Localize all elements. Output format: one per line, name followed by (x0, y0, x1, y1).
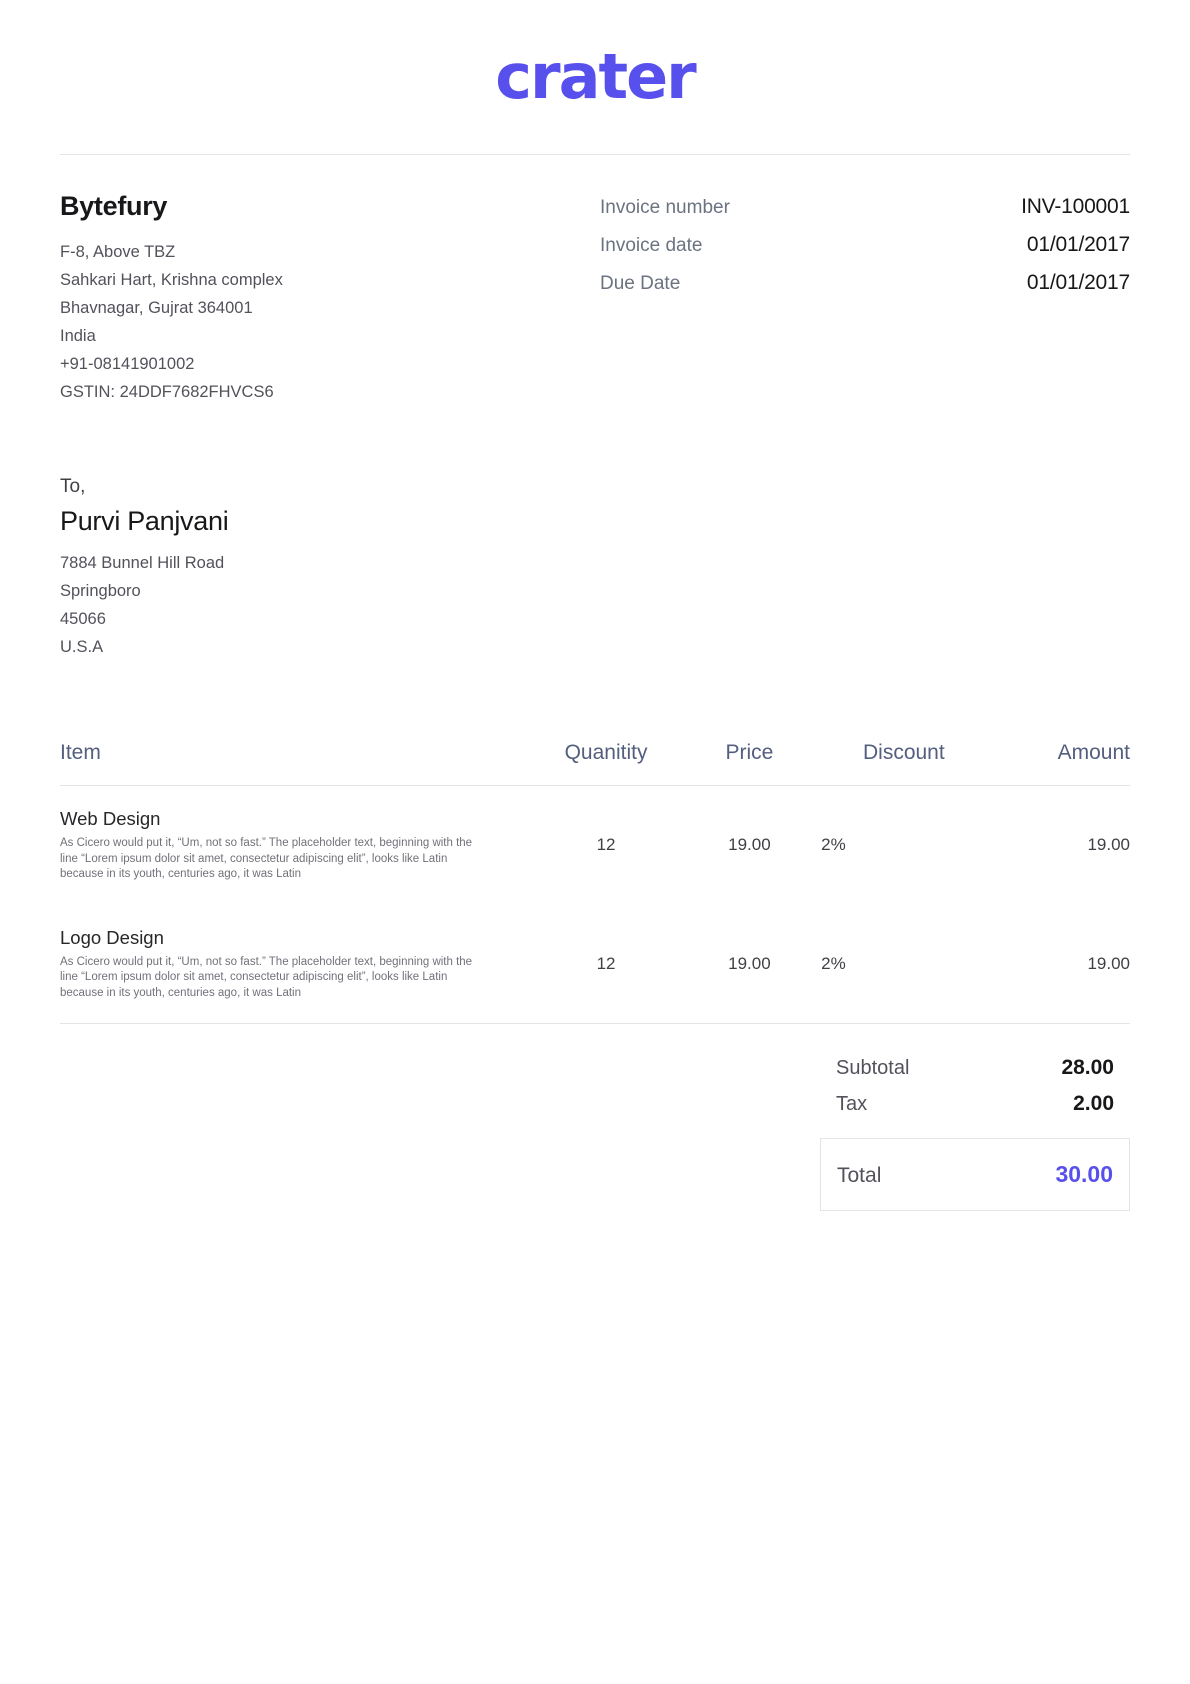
invoice-date-label: Invoice date (600, 235, 703, 256)
invoice-meta-block (600, 191, 1130, 406)
line-item-discount: 2% (821, 835, 846, 855)
line-items-body (60, 786, 1130, 1024)
bill-to-address-line-3: 45066 (60, 610, 106, 628)
company-gstin: GSTIN: 24DDF7682FHVCS6 (60, 383, 274, 401)
crater-logo-text: crater (495, 40, 695, 113)
subtotal-row (820, 1050, 1130, 1086)
line-item-discount: 2% (821, 905, 986, 1024)
bill-to-block (0, 406, 1190, 661)
bill-to-address-line-1: 7884 Bunnel Hill Road (60, 554, 225, 572)
column-header-price: Price (678, 741, 821, 786)
line-items-header (60, 741, 1130, 786)
table-row (60, 905, 1130, 1024)
subtotal-value: 28.00 (1061, 1056, 1114, 1079)
line-item-description: As Cicero would put it, “Um, not so fast.” The placeholder text, beginning with the line “Lorem ipsum dolor sit amet, consectetur adipiscing elit”, looks like Latin because in its youth, centuries ago, it was Latin (60, 955, 473, 999)
line-item-cell (60, 905, 534, 1024)
invoice-header (0, 155, 1190, 406)
tax-value: 2.00 (1073, 1092, 1114, 1115)
table-row (60, 786, 1130, 905)
line-item-price: 19.00 (728, 835, 771, 855)
column-header-discount: Discount (821, 741, 986, 786)
company-name: Bytefury (60, 191, 168, 221)
invoice-number-value: INV-100001 (1021, 195, 1130, 218)
grand-total-value: 30.00 (1055, 1161, 1113, 1187)
due-date-label: Due Date (600, 273, 681, 294)
tax-label: Tax (836, 1093, 868, 1115)
column-header-amount: Amount (987, 741, 1130, 786)
invoice-date-value: 01/01/2017 (1026, 233, 1130, 256)
tax-row (820, 1086, 1130, 1122)
brand-logo (0, 0, 1190, 113)
line-item-price: 19.00 (678, 905, 821, 1024)
line-item-name: Web Design (60, 808, 161, 829)
line-item-amount: 19.00 (987, 905, 1130, 1024)
column-header-item: Item (60, 741, 534, 786)
line-item-cell (60, 786, 534, 905)
table-header-row (60, 741, 1130, 786)
invoice-date-row (600, 233, 1130, 257)
company-block (60, 191, 600, 406)
totals-inner (820, 1050, 1130, 1211)
subtotal-label: Subtotal (836, 1057, 910, 1079)
line-item-amount: 19.00 (1087, 835, 1130, 855)
invoice-number-label: Invoice number (600, 197, 730, 218)
bill-to-label: To, (60, 476, 86, 497)
line-item-name: Logo Design (60, 926, 164, 948)
column-header-quantity: Quanitity (534, 741, 677, 786)
line-items-table (60, 741, 1130, 1024)
bill-to-address-line-4: U.S.A (60, 638, 104, 656)
company-address-line-4: India (60, 327, 96, 345)
invoice-number-row (600, 195, 1130, 219)
totals-block (0, 1050, 1130, 1211)
bill-to-name: Purvi Panjvani (60, 506, 229, 536)
company-address-line-3: Bhavnagar, Gujrat 364001 (60, 299, 253, 317)
line-item-quantity: 12 (534, 905, 677, 1024)
due-date-value: 01/01/2017 (1026, 271, 1130, 294)
bill-to-address-line-2: Springboro (60, 582, 141, 600)
company-phone: +91-08141901002 (60, 355, 195, 373)
grand-total-label: Total (837, 1164, 882, 1187)
due-date-row (600, 271, 1130, 295)
company-address-line-1: F-8, Above TBZ (60, 243, 176, 261)
line-item-quantity: 12 (596, 835, 616, 855)
company-address-line-2: Sahkari Hart, Krishna complex (60, 271, 283, 289)
grand-total-row (820, 1138, 1130, 1211)
line-item-description: As Cicero would put it, “Um, not so fast.” The placeholder text, beginning with the line “Lorem ipsum dolor sit amet, consectetur adipiscing elit”, looks like Latin because in its youth, centuries ago, it was Latin (60, 837, 473, 880)
